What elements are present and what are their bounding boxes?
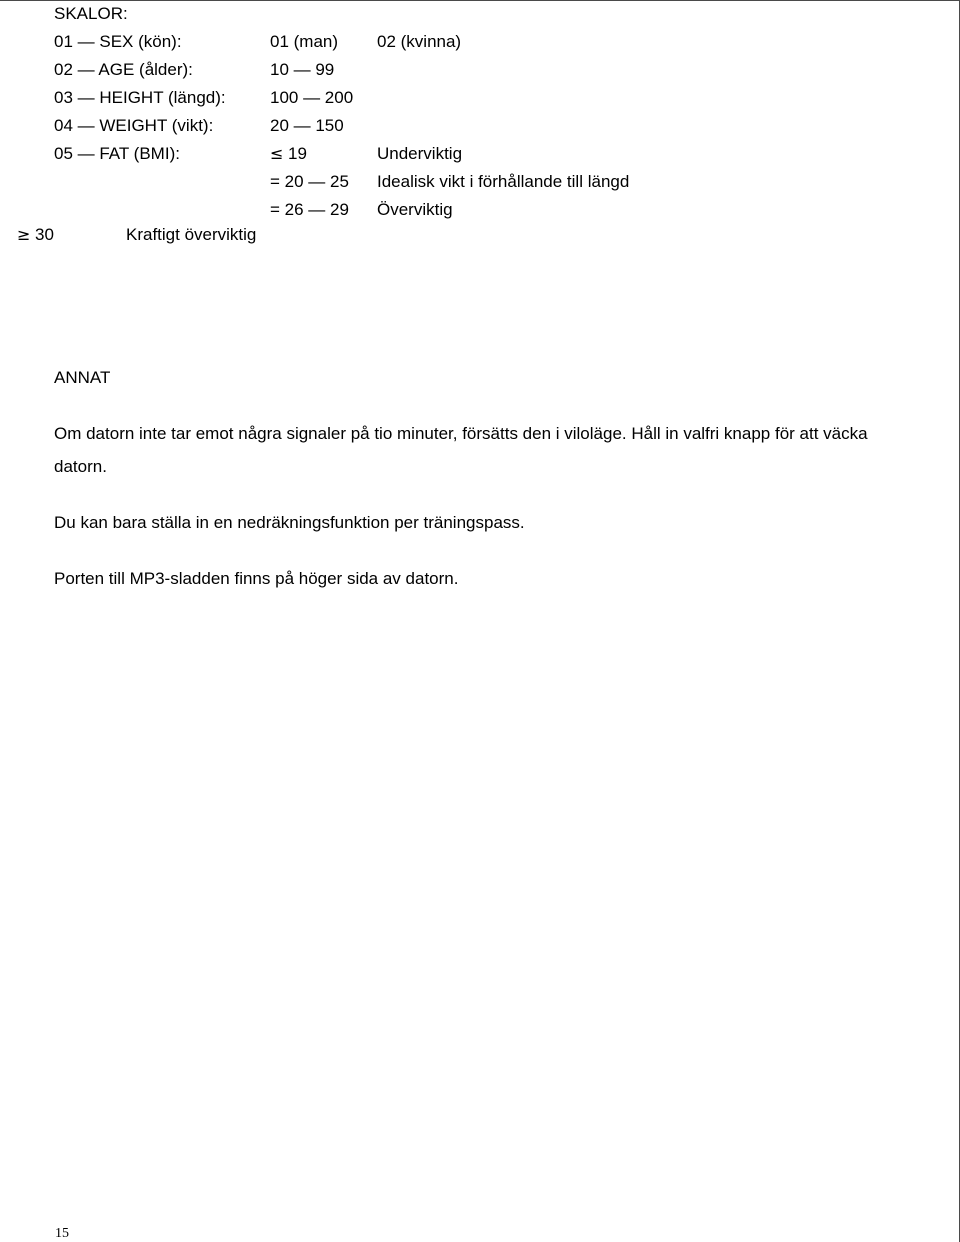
scale-row-fat-extra: Underviktig xyxy=(377,144,463,163)
scale-row-weight-label: 04 — WEIGHT (vikt): xyxy=(54,116,214,135)
scale-row-sex-value: 01 (man) xyxy=(270,32,339,51)
bmi-row-obese-value: 30 xyxy=(35,225,54,244)
bmi-row-ideal-value: = 20 — 25 xyxy=(270,172,349,191)
paragraph-sleep-mode-line1: Om datorn inte tar emot några signaler på tio minuter, försätts den i viloläge. Håll in valfri knapp för att väcka xyxy=(54,424,868,443)
skalor-heading: SKALOR: xyxy=(54,4,128,23)
scale-row-age-label: 02 — AGE (ålder): xyxy=(54,60,193,79)
scale-row-height-label: 03 — HEIGHT (längd): xyxy=(54,88,226,107)
scale-row-height-value: 100 — 200 xyxy=(270,88,354,107)
page-number: 15 xyxy=(55,1226,69,1241)
greater-or-equal-symbol: ≥ xyxy=(17,225,31,244)
paragraph-mp3-port: Porten till MP3-sladden finns på höger sida av datorn. xyxy=(54,569,459,588)
bmi-row-ideal-description: Idealisk vikt i förhållande till längd xyxy=(377,172,630,191)
scale-row-sex-extra: 02 (kvinna) xyxy=(377,32,462,51)
paragraph-sleep-mode-line2: datorn. xyxy=(54,457,107,476)
annat-heading: ANNAT xyxy=(54,368,111,387)
scale-row-sex-label: 01 — SEX (kön): xyxy=(54,32,182,51)
less-or-equal-symbol: ≤ xyxy=(270,144,284,163)
paragraph-countdown: Du kan bara ställa in en nedräkningsfunktion per träningspass. xyxy=(54,513,525,532)
bmi-row-overweight-value: = 26 — 29 xyxy=(270,200,349,219)
bmi-row-overweight-description: Överviktig xyxy=(377,200,453,219)
scale-row-weight-value: 20 — 150 xyxy=(270,116,344,135)
scale-row-fat-label: 05 — FAT (BMI): xyxy=(54,144,180,163)
bmi-row-obese-description: Kraftigt överviktig xyxy=(126,225,257,244)
scale-row-age-value: 10 — 99 xyxy=(270,60,335,79)
scale-row-fat-value: 19 xyxy=(288,144,307,163)
